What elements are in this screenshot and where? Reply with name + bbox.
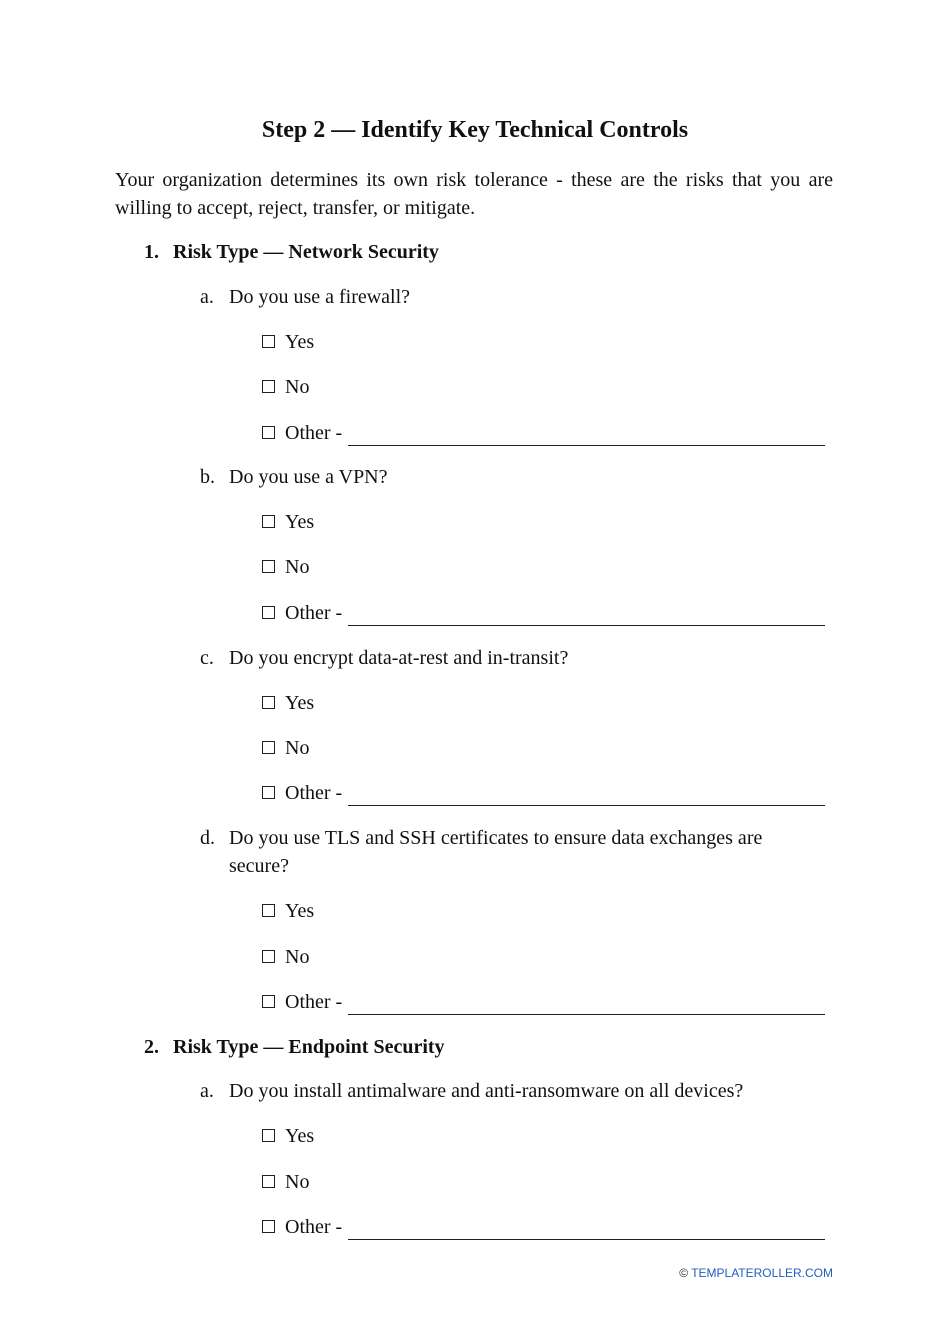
option-yes[interactable] xyxy=(259,1122,314,1150)
section-heading xyxy=(144,238,439,266)
checkbox[interactable] xyxy=(262,1220,275,1233)
option-label: No xyxy=(285,946,310,968)
question-letter: a. xyxy=(200,286,214,308)
option-label: Yes xyxy=(285,1125,315,1147)
checkbox[interactable] xyxy=(262,904,275,917)
other-fill-in-line[interactable] xyxy=(348,785,825,806)
option-label: Other - xyxy=(285,782,343,804)
checkbox[interactable] xyxy=(262,1175,275,1188)
other-fill-in-line[interactable] xyxy=(348,605,825,626)
question-letter: d. xyxy=(200,827,215,849)
checkbox[interactable] xyxy=(262,1129,275,1142)
question-text: Do you encrypt data-at-rest and in-transit? xyxy=(229,647,569,669)
intro-paragraph: Your organization determines its own risk tolerance - these are the risks that you are willing to accept, reject, transfer, or mitigate. xyxy=(115,169,833,219)
question-letter: a. xyxy=(200,1080,214,1102)
section-heading xyxy=(144,1033,445,1061)
question xyxy=(200,1077,820,1105)
option-other[interactable] xyxy=(259,419,825,447)
checkbox[interactable] xyxy=(262,786,275,799)
checkbox[interactable] xyxy=(262,696,275,709)
option-yes[interactable] xyxy=(259,508,314,536)
option-label: Other - xyxy=(285,422,343,444)
checkbox[interactable] xyxy=(262,995,275,1008)
question-text: Do you use TLS and SSH certificates to ensure data exchanges are secure? xyxy=(229,827,763,877)
copyright-symbol: © xyxy=(679,1266,689,1280)
option-label: Yes xyxy=(285,692,315,714)
section-label: Risk Type — Endpoint Security xyxy=(173,1036,445,1058)
question xyxy=(200,463,800,491)
question xyxy=(200,283,800,311)
option-no[interactable] xyxy=(259,734,309,762)
question xyxy=(200,824,790,880)
other-fill-in-line[interactable] xyxy=(348,1219,825,1240)
option-no[interactable] xyxy=(259,1168,309,1196)
option-yes[interactable] xyxy=(259,897,314,925)
question-text: Do you use a VPN? xyxy=(229,466,388,488)
option-label: No xyxy=(285,556,310,578)
checkbox[interactable] xyxy=(262,380,275,393)
option-label: No xyxy=(285,376,310,398)
option-label: Other - xyxy=(285,991,343,1013)
question-letter: c. xyxy=(200,647,214,669)
option-no[interactable] xyxy=(259,373,309,401)
option-other[interactable] xyxy=(259,1213,825,1241)
option-yes[interactable] xyxy=(259,328,314,356)
question-text: Do you install antimalware and anti-ransomware on all devices? xyxy=(229,1080,744,1102)
option-no[interactable] xyxy=(259,553,309,581)
option-label: No xyxy=(285,737,310,759)
question-text: Do you use a firewall? xyxy=(229,286,411,308)
option-other[interactable] xyxy=(259,779,825,807)
checkbox[interactable] xyxy=(262,606,275,619)
option-label: Yes xyxy=(285,900,315,922)
section-number: 2. xyxy=(144,1036,159,1058)
option-no[interactable] xyxy=(259,943,309,971)
section-number: 1. xyxy=(144,241,159,263)
question xyxy=(200,644,800,672)
question-letter: b. xyxy=(200,466,215,488)
other-fill-in-line[interactable] xyxy=(348,425,825,446)
checkbox[interactable] xyxy=(262,515,275,528)
section-label: Risk Type — Network Security xyxy=(173,241,439,263)
option-yes[interactable] xyxy=(259,689,314,717)
checkbox[interactable] xyxy=(262,426,275,439)
option-label: Yes xyxy=(285,331,315,353)
footer-link[interactable]: TEMPLATEROLLER.COM xyxy=(691,1266,833,1280)
other-fill-in-line[interactable] xyxy=(348,994,825,1015)
page-title: Step 2 — Identify Key Technical Controls xyxy=(261,117,689,143)
option-label: Yes xyxy=(285,511,315,533)
checkbox[interactable] xyxy=(262,560,275,573)
checkbox[interactable] xyxy=(262,741,275,754)
checkbox[interactable] xyxy=(262,950,275,963)
option-label: Other - xyxy=(285,1216,343,1238)
option-other[interactable] xyxy=(259,599,825,627)
checkbox[interactable] xyxy=(262,335,275,348)
footer-credit[interactable] xyxy=(679,1266,833,1280)
option-label: No xyxy=(285,1171,310,1193)
option-other[interactable] xyxy=(259,988,825,1016)
option-label: Other - xyxy=(285,602,343,624)
